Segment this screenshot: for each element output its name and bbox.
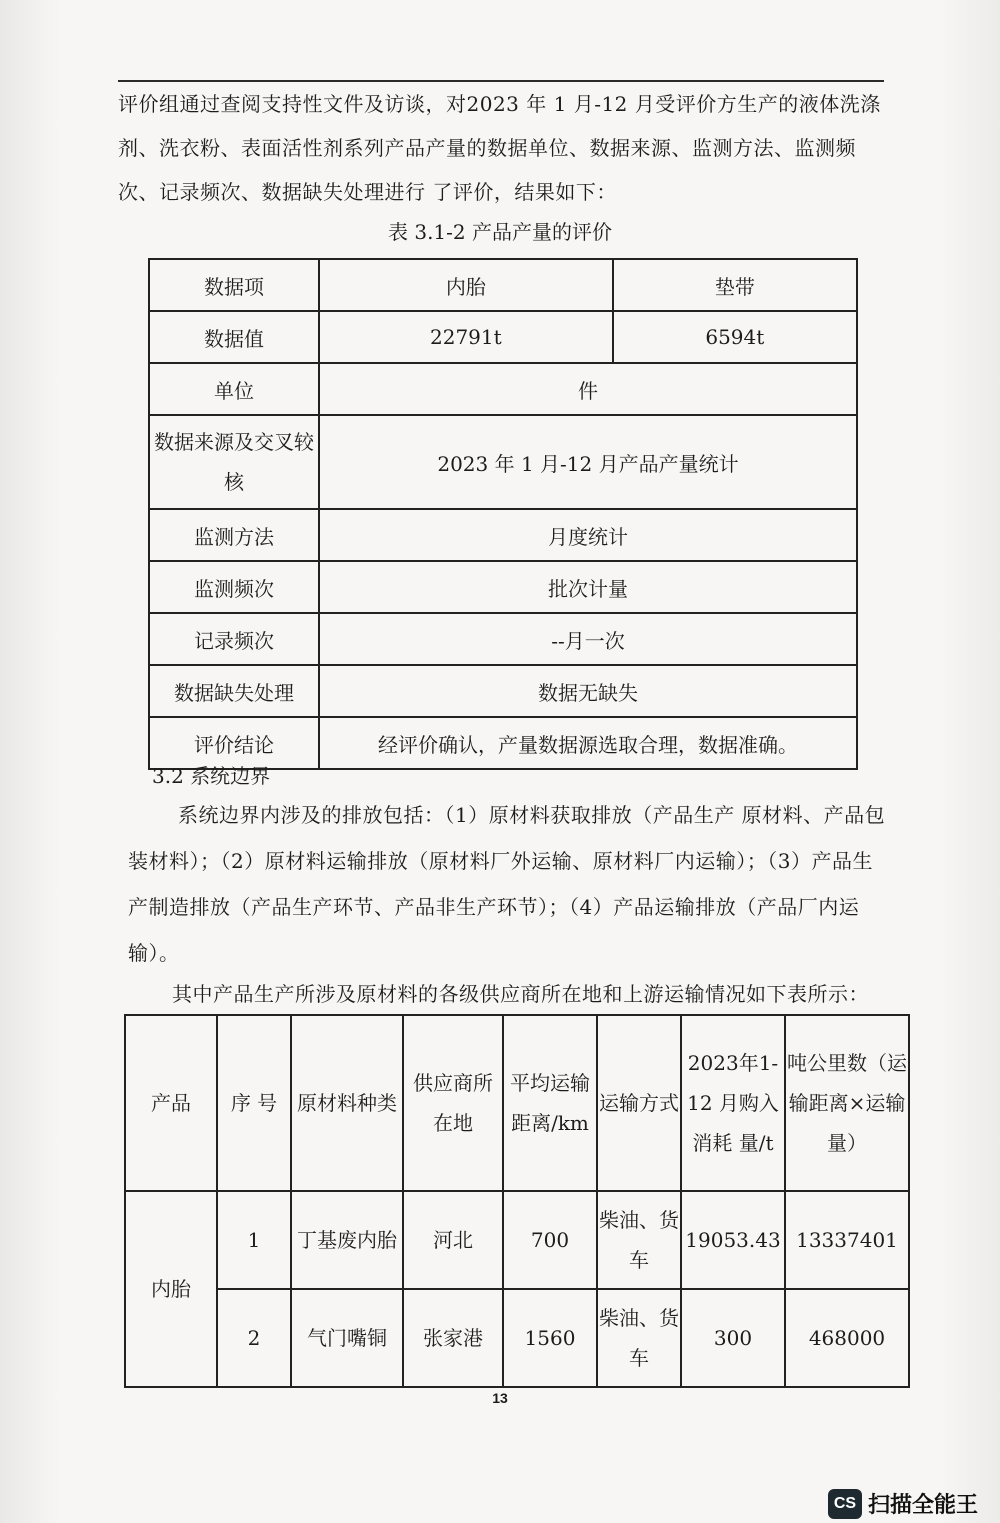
column-header: 供应商所 在地 [403,1015,503,1191]
table-cell: 22791t [319,311,613,363]
table-cell: 丁基废内胎 [291,1191,403,1289]
camscanner-logo-icon: CS [828,1489,862,1519]
boundary-paragraph: 系统边界内涉及的排放包括：（1）原材料获取排放（产品生产 原材料、产品包装材料）；（2）原材料运输排放（原材料厂外运输、原材料厂内运输）；（3）产品生产制造排放（产品生产环节、产品非生产环节）；（4）产品运输排放（产品厂内运输）。 [128,803,886,965]
table-row [149,415,857,509]
table-cell: 1560 [503,1289,597,1387]
table1-caption: 表 3.1-2 产品产量的评价 [387,220,612,244]
product-output-table [148,258,858,770]
supplier-intro: 其中产品生产所涉及原材料的各级供应商所在地和上游运输情况如下表所示： [172,982,869,1006]
table-cell: 数据值 [149,311,319,363]
page-number: 13 [492,1390,508,1406]
table-cell: 气门嘴铜 [291,1289,403,1387]
table-cell: 2 [217,1289,291,1387]
watermark-text: 扫描全能王 [867,1492,978,1517]
table-cell: 评价结论 [149,717,319,769]
table-cell: 记录频次 [149,613,319,665]
table-row [149,509,857,561]
table-cell: 300 [681,1289,785,1387]
table-cell: 700 [503,1191,597,1289]
column-header: 原材料种类 [291,1015,403,1191]
table-cell: 河北 [403,1191,503,1289]
table-cell: 柴油、货车 [597,1289,681,1387]
table-cell: 2023 年 1 月-12 月产品产量统计 [319,415,857,509]
supplier-transport-table [124,1014,910,1388]
table-row [125,1289,909,1387]
table-cell: 13337401 [785,1191,909,1289]
table-cell: 单位 [149,363,319,415]
table-cell: 张家港 [403,1289,503,1387]
table-cell: 内胎 [125,1191,217,1387]
table-cell: 监测方法 [149,509,319,561]
table-cell: 经评价确认，产量数据源选取合理，数据准确。 [319,717,857,769]
table-cell: 数据来源及交叉较核 [149,415,319,509]
scanner-watermark [828,1488,978,1519]
table-cell: 19053.43 [681,1191,785,1289]
table-cell: 月度统计 [319,509,857,561]
column-header: 吨公里数（运输距离×运输量） [785,1015,909,1191]
table-cell: 垫带 [613,259,857,311]
table-row [149,613,857,665]
table-cell: 数据项 [149,259,319,311]
intro-paragraph: 评价组通过查阅支持性文件及访谈，对2023 年 1 月-12 月受评价方生产的液体洗涤剂、洗衣粉、表面活性剂系列产品产量的数据单位、数据来源、监测方法、监测频次、记录频次、数据缺失处理进行 了评价，结果如下： [118,92,881,204]
table-cell: --月一次 [319,613,857,665]
table-cell: 内胎 [319,259,613,311]
table-row [125,1191,909,1289]
table-cell: 监测频次 [149,561,319,613]
column-header: 2023年1-12 月购入消耗 量/t [681,1015,785,1191]
table-cell: 件 [319,363,857,415]
table-cell: 数据缺失处理 [149,665,319,717]
table-row [149,259,857,311]
table-row [149,363,857,415]
column-header: 运输方式 [597,1015,681,1191]
table-row [149,311,857,363]
column-header: 平均运输距离/km [503,1015,597,1191]
table-cell: 批次计量 [319,561,857,613]
table-cell: 6594t [613,311,857,363]
column-header: 序 号 [217,1015,291,1191]
table-header-row [125,1015,909,1191]
table-cell: 数据无缺失 [319,665,857,717]
column-header: 产品 [125,1015,217,1191]
table-cell: 1 [217,1191,291,1289]
section-heading: 3.2 系统边界 [152,764,271,788]
table-row [149,561,857,613]
table-cell: 柴油、货车 [597,1191,681,1289]
table-row [149,665,857,717]
table-cell: 468000 [785,1289,909,1387]
